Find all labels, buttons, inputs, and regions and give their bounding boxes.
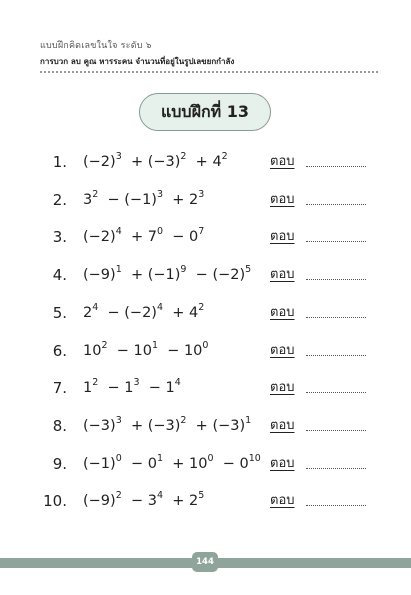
exercise-item: [0, 150, 411, 174]
term-base: + 4: [191, 154, 222, 170]
topic-heading: การบวก ลบ คูณ หารระคน จำนวนที่อยู่ในรูปเลขยกกำลัง: [40, 57, 235, 66]
exercise-number: 4.: [52, 266, 67, 285]
answer-label: ตอบ: [270, 229, 295, 245]
term-exponent: 4: [115, 226, 122, 238]
term-exponent: 0: [156, 226, 163, 238]
answer-label: ตอบ: [270, 455, 295, 471]
term-base: − 0: [126, 455, 157, 472]
answer-label: ตอบ: [270, 267, 295, 283]
page-number: 144: [192, 552, 218, 572]
term-base: − (−1): [102, 191, 157, 208]
exercise-expression: [83, 225, 204, 249]
term-base: (−1): [83, 455, 116, 472]
exercise-expression: [83, 188, 204, 212]
term-base: + 7: [126, 229, 157, 246]
term-exponent: 5: [245, 264, 252, 276]
term-base: 10: [83, 342, 102, 359]
exercise-item: [0, 301, 411, 325]
answer-label: ตอบ: [270, 191, 295, 207]
answer-blank[interactable]: [306, 392, 366, 393]
term-exponent: 1: [151, 339, 158, 351]
answer-blank[interactable]: [306, 204, 366, 205]
term-exponent: 4: [174, 377, 181, 389]
exercise-item: [0, 452, 411, 476]
term-base: − 10: [112, 342, 152, 359]
term-exponent: 3: [198, 188, 205, 200]
term-exponent: 2: [221, 151, 228, 162]
term-base: − (−2): [191, 267, 246, 284]
exercise-number: 3.: [52, 228, 67, 247]
answer-label: ตอบ: [270, 417, 295, 433]
term-exponent: 5: [198, 490, 205, 502]
term-base: − 0: [218, 455, 249, 472]
exercise-number: 7.: [52, 379, 67, 398]
exercise-expression: [83, 150, 228, 174]
term-exponent: 2: [92, 188, 99, 200]
answer-blank[interactable]: [306, 166, 366, 167]
term-exponent: 2: [101, 339, 108, 351]
term-exponent: 7: [198, 226, 205, 238]
exercise-item: [0, 489, 411, 513]
answer-blank[interactable]: [306, 505, 366, 506]
term-base: + (−3): [126, 417, 181, 434]
exercise-item: [0, 263, 411, 287]
term-base: + 10: [167, 455, 208, 472]
term-base: + (−3): [126, 154, 181, 170]
term-base: − 1: [144, 380, 175, 397]
exercise-number: 6.: [52, 341, 67, 360]
exercise-number: 2.: [52, 190, 67, 209]
answer-blank[interactable]: [306, 241, 366, 242]
term-exponent: 1: [115, 264, 122, 276]
exercise-expression: [83, 263, 251, 287]
term-exponent: 9: [180, 264, 187, 276]
answer-blank[interactable]: [306, 279, 366, 280]
term-exponent: 4: [156, 490, 163, 502]
term-exponent: 3: [156, 188, 163, 200]
answer-blank[interactable]: [306, 430, 366, 431]
term-exponent: 2: [198, 301, 205, 313]
exercise-item: [0, 376, 411, 400]
answer-blank[interactable]: [306, 468, 366, 469]
term-base: − (−2): [102, 304, 157, 321]
term-base: (−2): [83, 229, 116, 246]
term-base: − 1: [102, 380, 134, 397]
term-exponent: 2: [180, 414, 187, 426]
answer-label: ตอบ: [270, 304, 295, 320]
term-exponent: 1: [245, 414, 252, 426]
answer-label: ตอบ: [270, 493, 295, 509]
term-base: + (−1): [126, 267, 181, 284]
term-base: + 2: [167, 493, 199, 510]
answer-label: ตอบ: [270, 154, 295, 169]
term-exponent: 0: [115, 452, 122, 464]
term-exponent: 3: [133, 377, 140, 389]
term-base: (−2): [83, 154, 116, 170]
exercise-item: [0, 414, 411, 438]
term-exponent: 4: [92, 301, 99, 313]
term-exponent: 2: [180, 151, 187, 162]
answer-blank[interactable]: [306, 317, 366, 318]
exercise-expression: [83, 489, 204, 513]
term-base: − 10: [162, 342, 203, 359]
term-exponent: 1: [156, 452, 163, 464]
exercise-item: [0, 339, 411, 363]
exercise-expression: [83, 339, 208, 363]
answer-label: ตอบ: [270, 380, 295, 396]
exercise-number: 5.: [52, 303, 67, 322]
answer-label: ตอบ: [270, 342, 295, 358]
exercise-expression: [83, 376, 181, 400]
dotted-divider: [40, 71, 378, 73]
term-exponent: 4: [156, 301, 163, 313]
term-base: 2: [83, 304, 93, 321]
term-exponent: 2: [115, 490, 122, 502]
exercise-number: 8.: [52, 416, 67, 435]
term-base: + (−3): [191, 417, 246, 434]
term-exponent: 0: [202, 339, 209, 351]
exercise-expression: [83, 414, 251, 438]
exercise-number: 9.: [52, 454, 67, 473]
term-base: 1: [83, 380, 93, 397]
term-base: (−9): [83, 493, 116, 510]
answer-blank[interactable]: [306, 355, 366, 356]
term-exponent: 3: [115, 414, 122, 426]
exercise-item: [0, 225, 411, 249]
exercise-item: [0, 188, 411, 212]
term-exponent: 2: [92, 377, 99, 389]
exercise-number: 1.: [52, 153, 67, 171]
exercise-number: 10.: [43, 492, 67, 511]
term-base: − 0: [167, 229, 199, 246]
term-base: + 2: [167, 191, 199, 208]
book-subtitle: แบบฝึกคิดเลขในใจ ระดับ ๖: [40, 41, 152, 51]
exercise-expression: [83, 301, 204, 325]
term-base: (−9): [83, 267, 116, 284]
term-base: (−3): [83, 417, 116, 434]
term-exponent: 0: [207, 452, 214, 464]
term-base: 3: [83, 191, 93, 208]
term-exponent: 10: [248, 452, 261, 464]
term-exponent: 3: [115, 151, 122, 162]
term-base: − 3: [126, 493, 157, 510]
exercise-expression: [83, 452, 261, 476]
term-base: + 4: [167, 304, 199, 321]
exercise-title: แบบฝึกที่ 13: [139, 93, 271, 131]
